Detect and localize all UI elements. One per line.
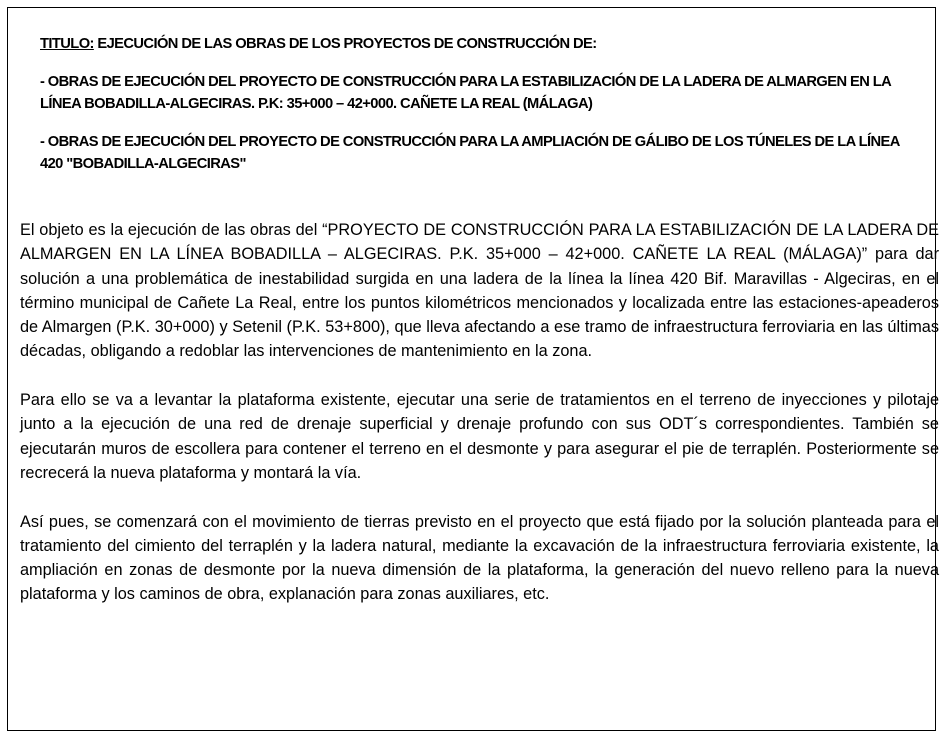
body-paragraph-3: Así pues, se comenzará con el movimiento de tierras previsto en el proyecto que está fijado por la solución planteada para el tratamiento del cimiento del terraplén y la ladera natural, mediante la excavación de la infraestructura ferroviaria existente, la ampliación en zonas de desmonte por la nueva dimensión de la plataforma, la generación del nuevo relleno para la nueva plataforma y los caminos de obra, explanación para zonas auxiliares, etc. (20, 512, 939, 604)
project-item-2: - OBRAS DE EJECUCIÓN DEL PROYECTO DE CONSTRUCCIÓN PARA LA AMPLIACIÓN DE GÁLIBO DE LOS TÚNELES DE LA LÍNEA 420 "BOBADILLA-ALGECIRAS" (40, 133, 900, 172)
document-header (40, 33, 902, 191)
body-paragraph-1: El objeto es la ejecución de las obras del “PROYECTO DE CONSTRUCCIÓN PARA LA ESTABILIZACIÓN DE LA LADERA DE ALMARGEN EN LA LÍNEA BOBADILLA – ALGECIRAS. P.K. 35+000 – 42+000. CAÑETE LA REAL (MÁLAGA)” para dar solución a una problemática de inestabilidad surgida en una ladera de la línea la línea 420 Bif. Maravillas - Algeciras, en el término municipal de Cañete La Real, entre los puntos kilométricos mencionados y localizada entre las estaciones-apeaderos de Almargen (P.K. 30+000) y Setenil (P.K. 53+800), que lleva afectando a ese tramo de infraestructura ferroviaria en las últimas décadas, obligando a redoblar las intervenciones de mantenimiento en la zona. (20, 221, 939, 361)
document-title (40, 33, 902, 55)
project-item-1: - OBRAS DE EJECUCIÓN DEL PROYECTO DE CONSTRUCCIÓN PARA LA ESTABILIZACIÓN DE LA LADERA DE ALMARGEN EN LA LÍNEA BOBADILLA-ALGECIRAS. P.K: 35+000 – 42+000. CAÑETE LA REAL (MÁLAGA) (40, 73, 891, 112)
title-text: EJECUCIÓN DE LAS OBRAS DE LOS PROYECTOS DE CONSTRUCCIÓN DE: (93, 35, 597, 52)
title-label: TITULO: (40, 35, 94, 52)
body-paragraph-2: Para ello se va a levantar la plataforma existente, ejecutar una serie de tratamientos en el terreno de inyecciones y pilotaje junto a la ejecución de una red de drenaje superficial y drenaje profundo con sus ODT´s correspondientes. También se ejecutarán muros de escollera para contener el terreno en el desmonte y para asegurar el pie de terraplén. Posteriormente se recrecerá la nueva plataforma y montará la vía. (20, 391, 939, 482)
document-body (20, 218, 939, 607)
